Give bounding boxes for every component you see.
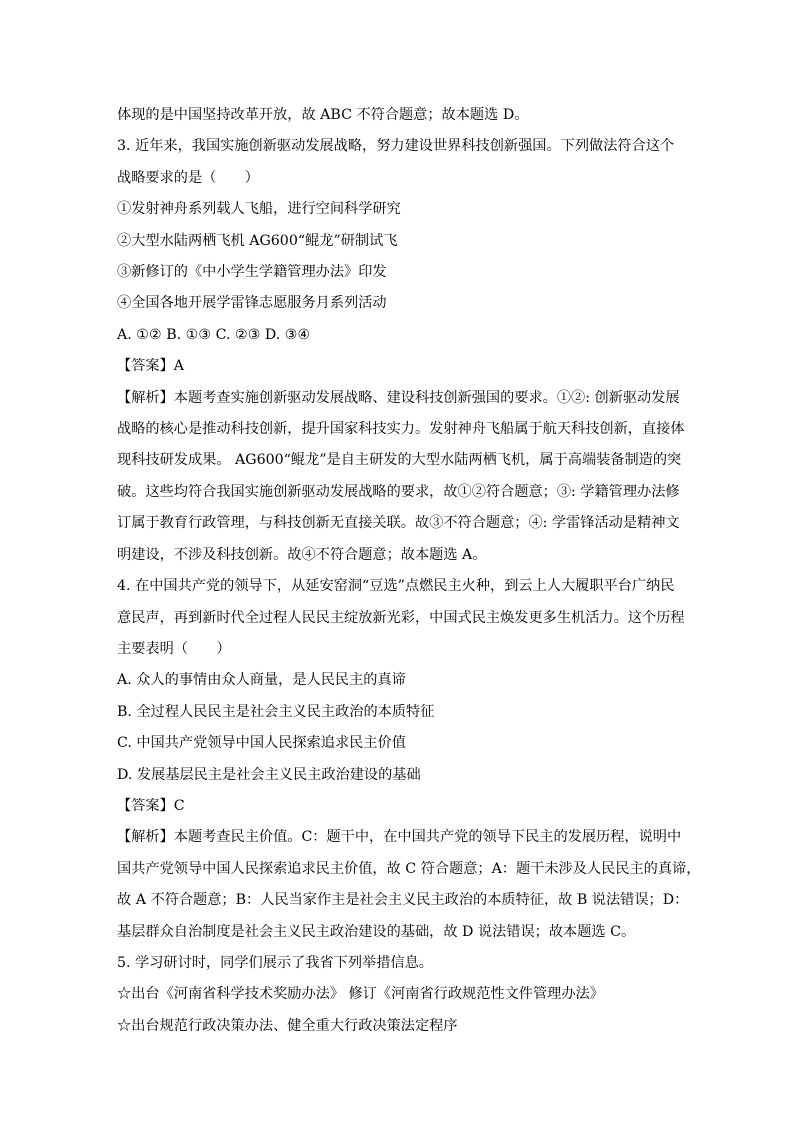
text-line: 主要表明（ ）: [117, 640, 231, 657]
document-body: [117, 100, 701, 1042]
question-4-stem: 4. 在中国共产党的领导下，从延安窑洞“豆选”点燃民主火种，到云上人大履职平台广纳民: [117, 578, 675, 595]
question-4-answer: 【答案】C: [117, 797, 185, 814]
question-3-item-3: ③新修订的《中小学生学籍管理办法》印发: [117, 264, 387, 281]
question-5-info-1: ☆出台《河南省科学技术奖励办法》 修订《河南省行政规范性文件管理办法》: [117, 986, 604, 1003]
question-4-option-b: B. 全过程人民民主是社会主义民主政治的本质特征: [117, 703, 435, 720]
text-line: 战略要求的是（ ）: [117, 169, 259, 186]
question-4-option-d: D. 发展基层民主是社会主义民主政治建设的基础: [117, 766, 421, 783]
question-3-analysis: 【解析】本题考查实施创新驱动发展战略、建设科技创新强国的要求。①②: 创新驱动发展: [117, 389, 680, 406]
text-line: 意民声，再到新时代全过程人民民主绽放新光彩，中国式民主焕发更多生机活力。这个历程: [117, 609, 685, 626]
text-line: 订属于教育行政管理，与科技创新无直接关联。故③不符合题意；④: 学雷锋活动是精神文: [117, 515, 680, 532]
text-line: 国共产党领导中国人民探索追求民主价值，故 C 符合题意；A：题干未涉及人民民主的真谛，: [117, 860, 701, 877]
question-3-stem: 3. 近年来，我国实施创新驱动发展战略，努力建设世界科技创新强国。下列做法符合这个: [117, 138, 675, 155]
text-line: 现科技研发成果。 AG600“鲲龙”是自主研发的大型水陆两栖飞机，属于高端装备制造的突: [117, 452, 682, 469]
question-3-item-2: ②大型水陆两栖飞机 AG600“鲲龙”研制试飞: [117, 232, 398, 249]
question-5-stem: 5. 学习研讨时，同学们展示了我省下列举措信息。: [117, 954, 433, 971]
question-4-option-c: C. 中国共产党领导中国人民探索追求民主价值: [117, 735, 406, 752]
text-line: 明建设，不涉及科技创新。故④不符合题意；故本题选 A。: [117, 546, 487, 563]
text-line: 基层群众自治制度是社会主义民主政治建设的基础，故 D 说法错误；故本题选 C。: [117, 923, 636, 940]
question-4-option-a: A. 众人的事情由众人商量，是人民民主的真谛: [117, 672, 406, 689]
question-3-item-4: ④全国各地开展学雷锋志愿服务月系列活动: [117, 295, 387, 312]
question-5-info-2: ☆出台规范行政决策办法、健全重大行政决策法定程序: [117, 1017, 458, 1034]
text-line: 破。这些均符合我国实施创新驱动发展战略的要求，故①②符合题意；③: 学籍管理办法修: [117, 483, 680, 500]
text-line: 体现的是中国坚持改革开放，故 ABC 不符合题意；故本题选 D。: [117, 107, 529, 123]
question-3-options: A. ①② B. ①③ C. ②③ D. ③④: [117, 326, 311, 343]
text-line: 战略的核心是推动科技创新，提升国家科技实力。发射神舟飞船属于航天科技创新，直接体: [117, 421, 685, 438]
question-3-item-1: ①发射神舟系列载人飞船，进行空间科学研究: [117, 201, 401, 218]
text-line: 故 A 不符合题意；B：人民当家作主是社会主义民主政治的本质特征，故 B 说法错误；D：: [117, 892, 689, 909]
question-3-answer: 【答案】A: [117, 358, 184, 375]
question-4-analysis: 【解析】本题考查民主价值。C：题干中，在中国共产党的领导下民主的发展历程，说明中: [117, 829, 682, 846]
